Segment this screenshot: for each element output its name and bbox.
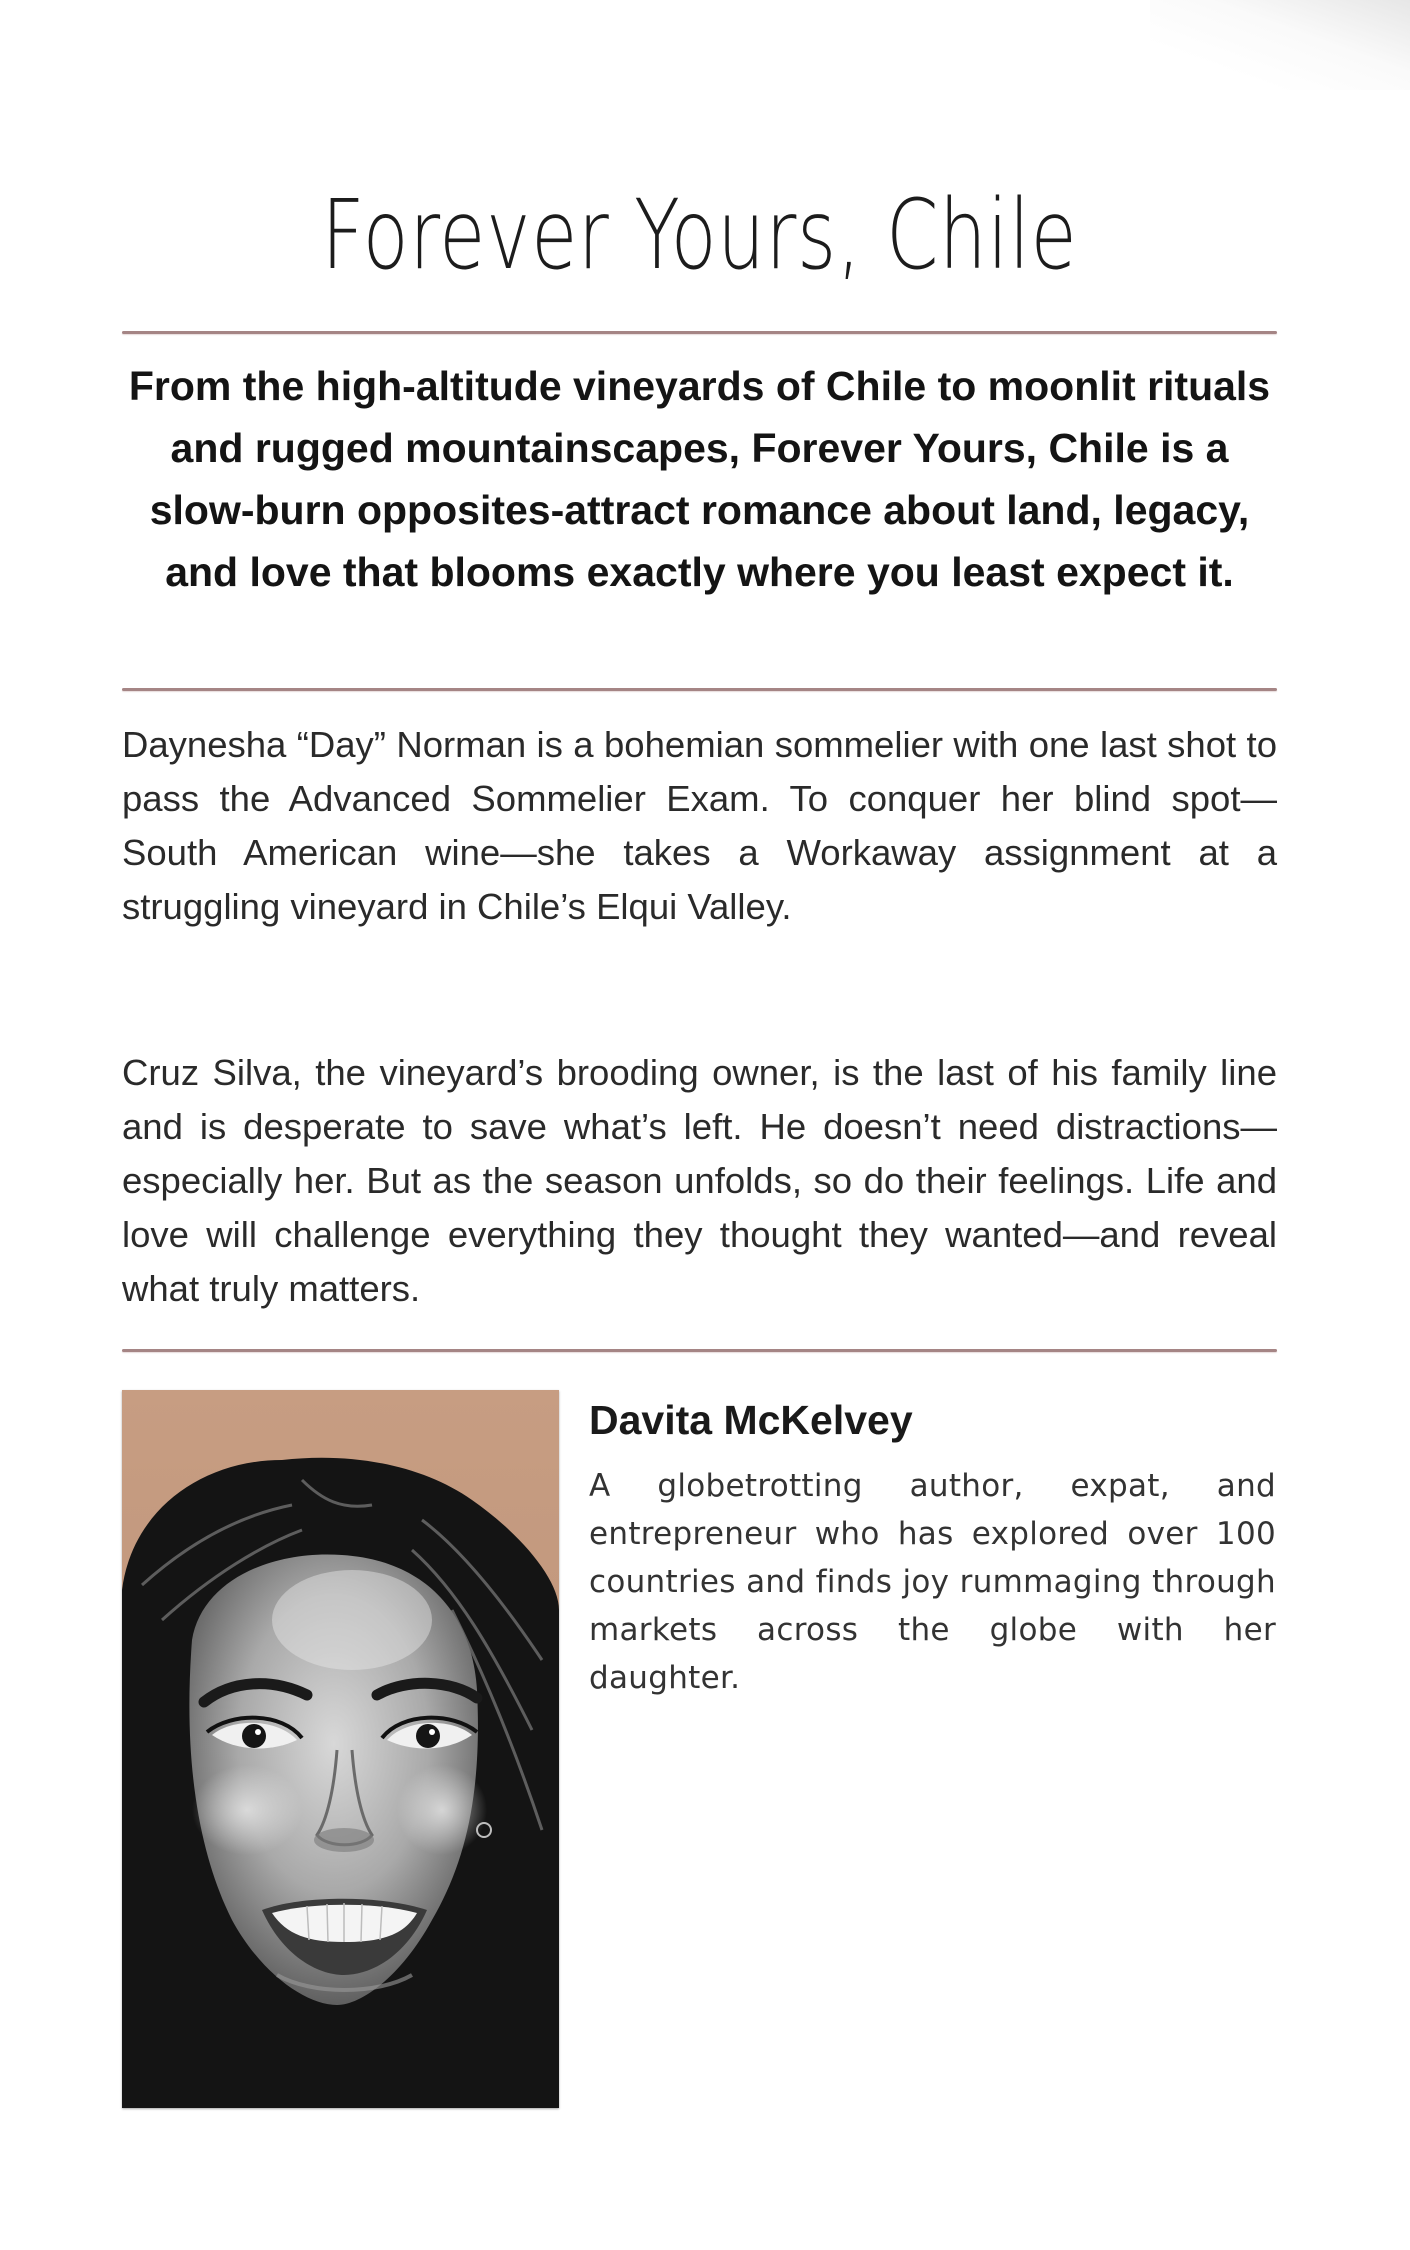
divider (122, 688, 1277, 691)
author-info (589, 1392, 1276, 1702)
corner-shadow (1150, 0, 1410, 90)
book-tagline: From the high-altitude vineyards of Chile to moonlit rituals and rugged mountainscapes, Forever Yours, Chile is a slow-burn opposites-attract romance about land, legacy, and love that blooms exactly where you least expect it. (128, 363, 1271, 595)
author-name: Davita McKelvey (589, 1397, 913, 1443)
synopsis-paragraph-2: Cruz Silva, the vineyard’s brooding owner, is the last of his family line and is desperate to save what’s left. He doesn’t need distractions—especially her. But as the season unfolds, so do their feelings. Life and love will challenge everything they thought they wanted—and reveal what truly matters. (122, 1052, 1277, 1309)
author-photo (122, 1390, 559, 2108)
book-title: Forever Yours, Chile (321, 179, 1078, 291)
divider (122, 1349, 1277, 1352)
author-bio: A globetrotting author, expat, and entrepreneur who has explored over 100 countries and finds joy rummaging through markets across the globe with her daughter. (589, 1468, 1276, 1696)
synopsis-paragraph-1: Daynesha “Day” Norman is a bohemian sommelier with one last shot to pass the Advanced Sommelier Exam. To conquer her blind spot—South American wine—she takes a Workaway assignment at a struggling vineyard in Chile’s Elqui Valley. (122, 724, 1277, 927)
divider (122, 331, 1277, 334)
